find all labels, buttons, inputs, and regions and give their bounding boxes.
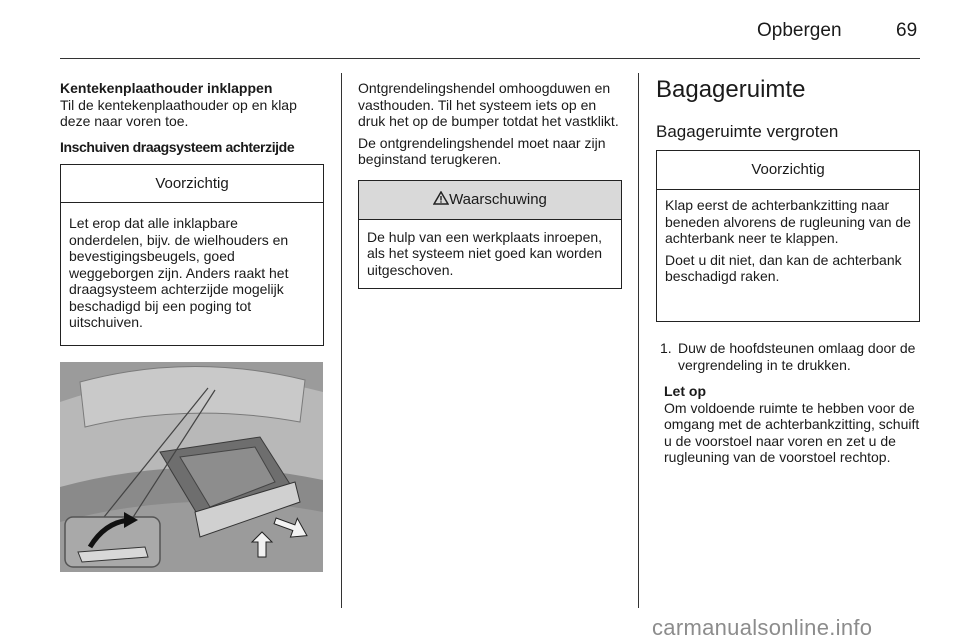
caution-body xyxy=(657,190,919,293)
caution-title: Voorzichtig xyxy=(657,151,919,190)
note-title: Let op xyxy=(664,383,706,399)
caution-text: Doet u dit niet, dan kan de achterbank beschadigd raken. xyxy=(665,251,902,284)
note-block xyxy=(656,383,920,466)
section-heading: Kentekenplaathouder inklappen xyxy=(60,80,273,96)
warning-box xyxy=(358,180,622,289)
section-heading: Bagageruimte vergroten xyxy=(656,122,839,141)
paragraph: De ontgrendelingshendel moet naar zijn beginstand terugkeren. xyxy=(358,134,606,167)
caution-text: Klap eerst de achterbankzitting naar beneden alvorens de rugleuning van de achterbank neer te klappen. xyxy=(665,197,911,246)
caution-box xyxy=(656,150,920,322)
column-3 xyxy=(656,76,920,466)
column-2 xyxy=(358,80,622,289)
column-divider-2 xyxy=(638,73,639,608)
warning-header xyxy=(359,181,621,220)
note-text: Om voldoende ruimte te hebben voor de omgang met de achterbankzitting, schuift u de voorstoel naar voren en zet u de rugleuning van de voorstoel rechtop. xyxy=(664,399,920,465)
illustration-svg xyxy=(60,362,323,572)
column-1 xyxy=(60,80,324,346)
warning-text: De hulp van een werkplaats inroepen, als het systeem niet goed kan worden uitgeschoven. xyxy=(367,228,603,278)
trailer-hitch-illustration xyxy=(60,362,323,572)
chapter-heading: Bagageruimte xyxy=(656,76,806,103)
step-list-item xyxy=(656,340,920,373)
section-heading: Inschuiven draagsysteem achterzijde xyxy=(60,138,295,155)
paragraph: Ontgrendelingshendel omhoogduwen en vasthouden. Til het systeem iets op en druk het op de bumper totdat het vastklikt. xyxy=(358,80,619,129)
running-header-title: Opbergen xyxy=(757,20,842,41)
header-rule xyxy=(60,58,920,59)
watermark: carmanualsonline.info xyxy=(652,615,873,640)
caution-title: Voorzichtig xyxy=(61,165,323,203)
paragraph: Til de kentekenplaathouder op en klap deze naar voren toe. xyxy=(60,96,297,129)
warning-triangle-icon xyxy=(433,182,449,196)
warning-title: Waarschuwing xyxy=(449,190,547,208)
step-number: 1. xyxy=(660,340,672,356)
column-divider-1 xyxy=(341,73,342,608)
step-text: Duw de hoofdsteunen omlaag door de vergrendeling in te drukken. xyxy=(678,340,916,373)
page-number: 69 xyxy=(896,20,918,41)
caution-box xyxy=(60,164,324,346)
caution-text: Let erop dat alle inklapbare onderdelen, bijv. de wielhouders en bevestigingsbeugels, goed weggeborgen zijn. Anders raakt het draagsysteem achterzijde mogelijk beschadigd bij een poging tot uitschuiven. xyxy=(69,215,289,330)
